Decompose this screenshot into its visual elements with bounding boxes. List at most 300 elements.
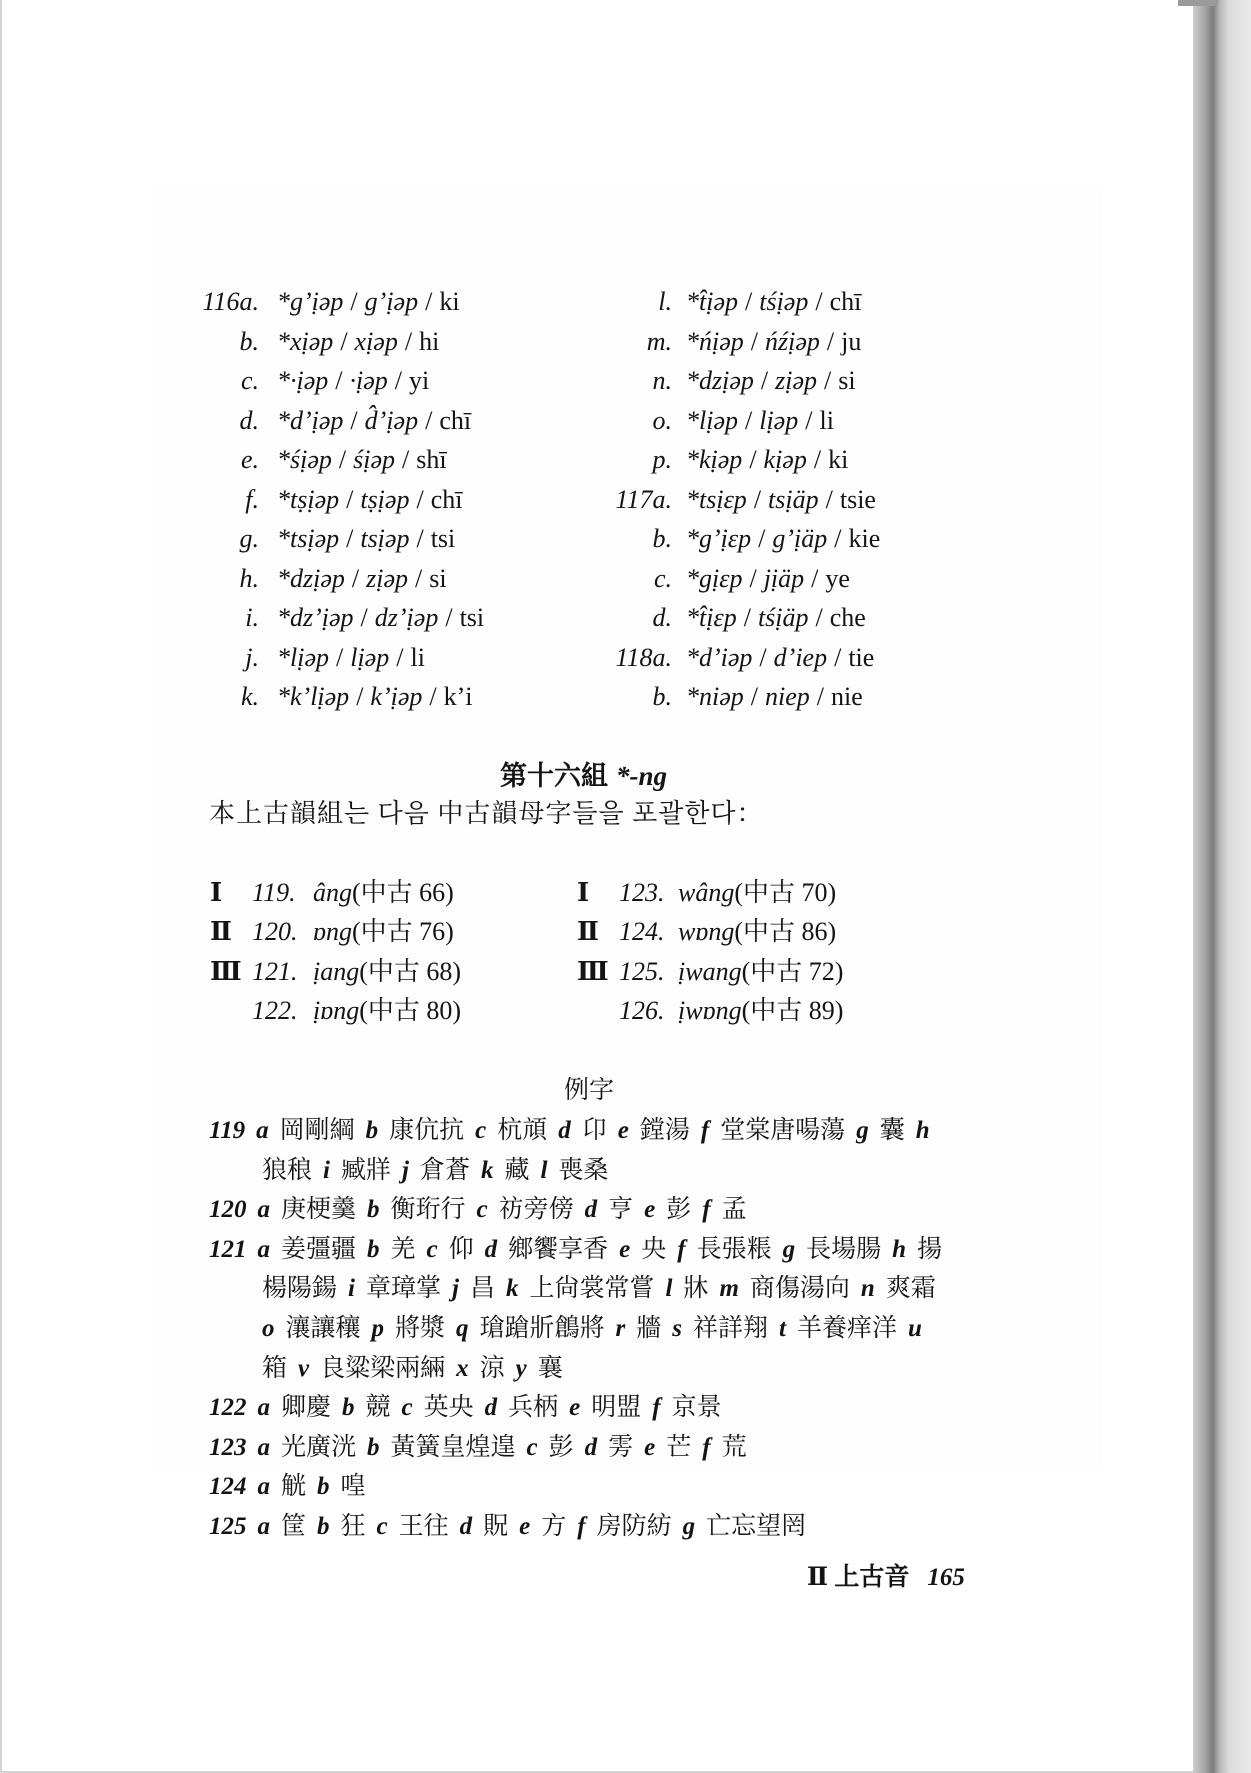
entry-row	[192, 322, 484, 362]
example-characters: 祥詳翔	[693, 1314, 769, 1342]
entry-label: 116a.	[202, 287, 259, 316]
ancient-form: k’ịəp	[370, 682, 423, 711]
archaic-form: *dz’ịəp	[277, 603, 354, 632]
example-line	[209, 1428, 953, 1468]
example-letter: m	[719, 1275, 739, 1303]
separator: /	[350, 287, 358, 316]
rhyme-row	[577, 952, 843, 991]
ancient-form: śịəp	[353, 445, 396, 474]
mandarin-reading: yi	[409, 366, 430, 395]
middle-chinese-ref: (中古 66)	[352, 878, 454, 907]
entry-label: 118a.	[615, 642, 672, 672]
example-letter: c	[476, 1196, 488, 1224]
example-letter: j	[451, 1275, 459, 1303]
division-numeral	[210, 991, 252, 1030]
example-letter: l	[665, 1275, 673, 1303]
archaic-form: *t̂ịəp	[686, 287, 738, 316]
entry-label: d.	[239, 405, 259, 435]
mandarin-reading: nie	[831, 682, 863, 711]
ancient-form: g’ịäp	[772, 524, 828, 553]
archaic-form: *lịəp	[686, 405, 738, 435]
separator: /	[346, 524, 354, 553]
example-characters: 衡珩行	[390, 1196, 466, 1224]
entry-row	[600, 322, 880, 362]
division-numeral: Ⅲ	[210, 956, 242, 986]
separator: /	[356, 682, 364, 711]
example-characters: 筐	[281, 1512, 307, 1540]
entry-row	[192, 440, 484, 480]
example-letter: t	[779, 1314, 786, 1342]
example-characters: 揚	[917, 1235, 943, 1263]
example-letter: l	[540, 1156, 548, 1184]
entry-row	[192, 559, 484, 599]
mandarin-reading: tsie	[839, 484, 876, 514]
example-number: 124	[209, 1473, 247, 1501]
example-characters: 將漿	[395, 1314, 446, 1342]
example-characters: 祊旁傍	[498, 1196, 574, 1224]
example-characters: 長張粻	[696, 1235, 772, 1263]
archaic-form: *lịəp	[277, 642, 329, 672]
left-rhyme-table	[210, 873, 461, 1031]
entry-label: k.	[240, 682, 259, 711]
separator: /	[416, 524, 424, 553]
example-letter: f	[652, 1394, 661, 1422]
entry-row	[192, 401, 484, 441]
separator: /	[811, 563, 819, 593]
rhyme-number: 122.	[252, 996, 298, 1026]
example-characters: 章璋掌	[365, 1275, 441, 1303]
rhyme-form: wɒng	[678, 917, 735, 947]
entry-label: f.	[245, 484, 259, 514]
example-letter: d	[484, 1394, 498, 1422]
example-characters: 涼	[479, 1354, 505, 1382]
example-characters: 康伉抗	[389, 1117, 465, 1144]
example-characters: 岡剛綱	[279, 1117, 355, 1144]
division-numeral: Ⅱ	[210, 917, 232, 947]
example-characters: 喪桑	[558, 1156, 609, 1184]
example-letter: c	[401, 1394, 413, 1422]
example-characters: 彭	[666, 1196, 692, 1224]
example-number: 119	[209, 1117, 246, 1144]
example-number: 120	[209, 1196, 247, 1224]
separator: /	[816, 682, 824, 711]
separator: /	[340, 326, 348, 356]
rhyme-form: ɒng	[313, 917, 352, 947]
division-numeral: Ⅱ	[577, 917, 599, 947]
example-characters: 鄉饗享香	[508, 1235, 609, 1263]
example-line	[209, 1190, 953, 1230]
example-characters: 楊陽鍚	[262, 1275, 338, 1303]
example-characters: 卿慶	[281, 1394, 332, 1422]
example-characters: 姜彊疆	[281, 1235, 357, 1263]
entry-label: 117a.	[615, 484, 672, 514]
separator: /	[338, 445, 347, 474]
archaic-form: *niəp	[686, 682, 744, 711]
example-characters: 喤	[340, 1473, 366, 1501]
example-line	[209, 1309, 953, 1349]
rhyme-number: 120.	[252, 917, 298, 947]
example-characters: 商傷湯向	[749, 1275, 850, 1303]
example-characters: 良粱梁兩緉	[320, 1354, 446, 1382]
separator: /	[824, 366, 832, 395]
division-numeral: Ⅰ	[577, 878, 590, 907]
entry-row	[600, 519, 880, 559]
entry-row	[600, 282, 880, 322]
example-characters: 堂棠唐啺蕩	[720, 1117, 846, 1144]
page-number: 165	[927, 1564, 965, 1591]
archaic-form: *kịəp	[686, 445, 743, 474]
rhyme-row	[210, 912, 461, 951]
middle-chinese-ref: (中古 89)	[741, 996, 844, 1026]
example-line	[209, 1111, 953, 1151]
separator: /	[805, 405, 813, 435]
example-letter: c	[376, 1512, 388, 1540]
mandarin-reading: ki	[828, 445, 849, 474]
example-letter: k	[480, 1156, 494, 1184]
example-letter: g	[856, 1117, 869, 1144]
entry-row	[192, 598, 484, 638]
entry-label: b.	[652, 682, 672, 711]
rhyme-number: 121.	[252, 956, 298, 986]
example-letter: a	[257, 1235, 270, 1263]
example-characters: 兵柄	[508, 1394, 559, 1422]
mandarin-reading: kie	[848, 524, 881, 553]
entry-row	[600, 480, 880, 520]
example-number: 123	[209, 1433, 247, 1461]
example-characters: 彭	[548, 1433, 574, 1461]
separator: /	[429, 682, 437, 711]
example-characters: 牆	[636, 1314, 662, 1342]
separator: /	[743, 603, 751, 632]
entry-label: c.	[653, 563, 672, 593]
example-letter: y	[515, 1354, 527, 1382]
entry-row	[600, 559, 880, 599]
example-characters: 瑲蹌斨鶬將	[479, 1314, 605, 1342]
separator: /	[404, 326, 413, 356]
middle-chinese-ref: (中古 76)	[352, 917, 454, 947]
entry-row	[600, 677, 880, 717]
example-characters: 襄	[537, 1354, 563, 1382]
left-entries-column	[192, 282, 484, 717]
separator: /	[745, 287, 753, 316]
archaic-form: *t̂ịɛp	[686, 603, 737, 632]
archaic-form: *dzịəp	[686, 366, 754, 395]
example-letter: d	[558, 1117, 571, 1144]
example-letter: f	[702, 1433, 711, 1461]
example-characters: 觥	[281, 1473, 307, 1501]
ancient-form: tsịäp	[768, 484, 819, 514]
example-characters: 房防紡	[596, 1512, 672, 1540]
entry-label: o.	[652, 405, 672, 435]
entry-label: g.	[239, 524, 259, 553]
mandarin-reading: ju	[841, 326, 862, 356]
example-characters: 仰	[448, 1235, 474, 1263]
example-letter: v	[298, 1354, 310, 1382]
example-letter: f	[700, 1117, 710, 1144]
mandarin-reading: chī	[829, 287, 862, 316]
separator: /	[402, 445, 410, 474]
section-title: 第十六組	[500, 761, 608, 791]
middle-chinese-ref: (中古 80)	[359, 996, 462, 1026]
running-section-title: Ⅱ 上古音	[807, 1564, 910, 1591]
separator: /	[749, 563, 757, 593]
separator: /	[425, 405, 433, 435]
entry-label: l.	[658, 287, 672, 316]
example-letter: a	[257, 1473, 270, 1501]
separator: /	[815, 603, 823, 632]
example-letter: p	[371, 1314, 385, 1342]
archaic-form: *tsịɛp	[686, 484, 747, 514]
separator: /	[745, 405, 753, 435]
mandarin-reading: tie	[848, 642, 875, 672]
example-number: 125	[209, 1512, 247, 1540]
example-characters: 上尙裳常嘗	[529, 1275, 655, 1303]
example-characters: 昌	[469, 1275, 495, 1303]
rhyme-form: ịwang	[678, 956, 742, 986]
entry-row	[600, 440, 880, 480]
ancient-form: jịäp	[763, 563, 805, 593]
example-letter: k	[505, 1275, 519, 1303]
rhyme-row	[577, 991, 843, 1030]
entry-row	[600, 638, 880, 678]
example-characters: 藏	[504, 1156, 530, 1184]
mandarin-reading: li	[410, 642, 425, 672]
separator: /	[394, 366, 402, 395]
archaic-form: *g’ịəp	[277, 287, 344, 316]
example-letter: a	[257, 1196, 270, 1224]
ancient-form: d̂’ịəp	[364, 405, 419, 435]
separator: /	[416, 484, 424, 514]
mandarin-reading: chī	[430, 484, 463, 514]
rhyme-row	[210, 952, 461, 991]
rhyme-form: wâng	[678, 878, 735, 907]
section-intro: 本上古韻組는 다음 中古韻母字들을 포괄한다：	[209, 799, 764, 828]
example-letter: c	[475, 1117, 487, 1144]
example-characters: 狂	[340, 1512, 366, 1540]
example-letter: n	[860, 1275, 875, 1303]
example-letter: s	[672, 1314, 683, 1342]
ancient-form: niep	[765, 682, 810, 711]
example-letter: b	[367, 1235, 380, 1263]
example-characters: 英央	[423, 1394, 474, 1422]
example-characters: 爽霜	[885, 1275, 936, 1303]
separator: /	[758, 524, 766, 553]
example-letter: e	[619, 1235, 631, 1263]
example-letter: j	[401, 1156, 409, 1184]
archaic-form: *g’ịɛp	[686, 524, 752, 553]
example-characters: 芒	[666, 1433, 692, 1461]
separator: /	[415, 563, 423, 593]
entry-label: i.	[245, 603, 259, 632]
example-letter: c	[526, 1433, 538, 1461]
rhyme-number: 124.	[619, 917, 665, 947]
separator: /	[813, 445, 822, 474]
mandarin-reading: tsi	[430, 524, 456, 553]
ancient-form: dz’ịəp	[374, 603, 439, 632]
entry-row	[192, 361, 484, 401]
entry-label: h.	[239, 563, 259, 593]
example-letter: i	[323, 1156, 330, 1184]
example-characters: 荒	[721, 1433, 747, 1461]
example-characters: 羊養痒洋	[797, 1314, 898, 1342]
example-characters: 臧牂	[340, 1156, 391, 1184]
example-letter: b	[367, 1196, 380, 1224]
section-heading	[500, 758, 667, 794]
separator: /	[350, 405, 358, 435]
mandarin-reading: si	[838, 366, 856, 395]
example-letter: a	[257, 1394, 270, 1422]
separator: /	[826, 326, 835, 356]
mandarin-reading: hi	[419, 326, 440, 356]
page-corner-shadow	[1178, 0, 1218, 6]
division-numeral: Ⅲ	[577, 956, 609, 986]
example-letter: e	[617, 1117, 629, 1144]
example-letter: g	[782, 1235, 796, 1263]
rhyme-number: 119.	[252, 878, 296, 907]
example-letter: e	[519, 1512, 531, 1540]
example-letter: f	[677, 1235, 686, 1263]
right-entries-column	[600, 282, 880, 717]
example-characters: 杭頏	[497, 1117, 548, 1144]
example-line	[209, 1151, 953, 1191]
division-numeral: Ⅰ	[210, 878, 223, 907]
archaic-form: *k’lịəp	[277, 682, 350, 711]
example-characters: 貺	[483, 1512, 509, 1540]
ancient-form: tṣịəp	[360, 484, 410, 514]
example-letter: c	[426, 1235, 438, 1263]
archaic-form: *tsịəp	[277, 524, 340, 553]
example-line	[209, 1349, 953, 1389]
page-footer	[807, 1560, 965, 1596]
middle-chinese-ref: (中古 86)	[734, 917, 837, 947]
example-characters: 孟	[721, 1196, 747, 1224]
rhyme-row	[577, 873, 843, 912]
example-letter: h	[892, 1235, 907, 1263]
mandarin-reading: ki	[439, 287, 460, 316]
example-letter: d	[459, 1512, 473, 1540]
example-characters: 光廣洸	[281, 1433, 357, 1461]
rhyme-row	[210, 991, 461, 1030]
separator: /	[750, 682, 758, 711]
mandarin-reading: shī	[416, 445, 447, 474]
page-edge-shadow	[1193, 0, 1251, 1773]
entry-row	[192, 480, 484, 520]
example-letter: h	[915, 1117, 930, 1144]
separator: /	[346, 484, 354, 514]
archaic-form: *xịəp	[277, 326, 334, 356]
example-characters: 卬	[581, 1117, 607, 1144]
archaic-form: *śịəp	[277, 445, 332, 474]
example-line	[209, 1388, 953, 1428]
example-letter: q	[456, 1314, 469, 1342]
separator: /	[749, 445, 757, 474]
example-characters: 明盟	[591, 1394, 642, 1422]
example-line	[209, 1467, 953, 1507]
separator: /	[834, 524, 842, 553]
example-letter: o	[262, 1314, 275, 1342]
ancient-form: ńźịəp	[765, 326, 820, 356]
separator: /	[351, 563, 360, 593]
separator: /	[335, 366, 343, 395]
example-number: 122	[209, 1394, 247, 1422]
mandarin-reading: che	[829, 603, 866, 632]
example-characters: 庚梗羹	[281, 1196, 357, 1224]
mandarin-reading: k’i	[443, 682, 473, 711]
example-line	[209, 1507, 953, 1547]
example-characters: 倉蒼	[419, 1156, 470, 1184]
entry-label: b.	[239, 326, 259, 356]
separator: /	[825, 484, 833, 514]
entry-row	[192, 519, 484, 559]
rhyme-number: 126.	[619, 996, 665, 1026]
ancient-form: zịəp	[775, 366, 818, 395]
example-letter: g	[682, 1512, 696, 1540]
separator: /	[336, 642, 344, 672]
entry-row	[600, 598, 880, 638]
ancient-form: xịəp	[354, 326, 398, 356]
ancient-form: kịəp	[763, 445, 807, 474]
example-letter: b	[367, 1433, 380, 1461]
example-characters: 牀	[683, 1275, 709, 1303]
example-characters: 狼稂	[262, 1156, 313, 1184]
example-letter: r	[615, 1314, 626, 1342]
example-letter: e	[644, 1196, 656, 1224]
example-letter: e	[644, 1433, 656, 1461]
rhyme-form: ịang	[313, 956, 360, 986]
separator: /	[759, 642, 767, 672]
entry-row	[600, 361, 880, 401]
example-characters: 央	[641, 1235, 667, 1263]
example-characters: 方	[541, 1512, 567, 1540]
rhyme-form: ịwɒng	[678, 996, 742, 1026]
separator: /	[360, 603, 368, 632]
example-letter: f	[702, 1196, 711, 1224]
example-characters: 鏜湯	[639, 1117, 690, 1144]
example-letter: f	[577, 1512, 586, 1540]
entry-row	[192, 677, 484, 717]
example-letter: x	[456, 1354, 469, 1382]
ancient-form: d’iep	[773, 642, 828, 672]
archaic-form: *tṣịəp	[277, 484, 340, 514]
rhyme-form: ịɒng	[313, 996, 360, 1026]
separator: /	[834, 642, 842, 672]
example-letter: b	[365, 1117, 379, 1144]
entry-row	[600, 401, 880, 441]
example-characters: 羌	[390, 1235, 416, 1263]
mandarin-reading: li	[819, 405, 834, 435]
rhyme-row	[577, 912, 843, 951]
middle-chinese-ref: (中古 72)	[741, 956, 844, 986]
archaic-form: *ńịəp	[686, 326, 744, 356]
separator: /	[753, 484, 762, 514]
ancient-form: tśịäp	[757, 603, 809, 632]
example-letter: a	[257, 1433, 270, 1461]
example-letter: u	[908, 1314, 922, 1342]
entry-label: e.	[240, 445, 259, 474]
example-line	[209, 1230, 953, 1270]
example-letter: d	[484, 1235, 498, 1263]
example-characters: 雱	[608, 1433, 634, 1461]
archaic-form: *d’iəp	[686, 642, 753, 672]
ancient-form: tśịəp	[759, 287, 809, 316]
entry-row	[192, 638, 484, 678]
ancient-form: g’ịəp	[364, 287, 419, 316]
rhyme-number: 125.	[619, 956, 665, 986]
entry-row	[192, 282, 484, 322]
example-letter: d	[584, 1196, 598, 1224]
separator: /	[750, 326, 758, 356]
example-characters: 競	[365, 1394, 391, 1422]
